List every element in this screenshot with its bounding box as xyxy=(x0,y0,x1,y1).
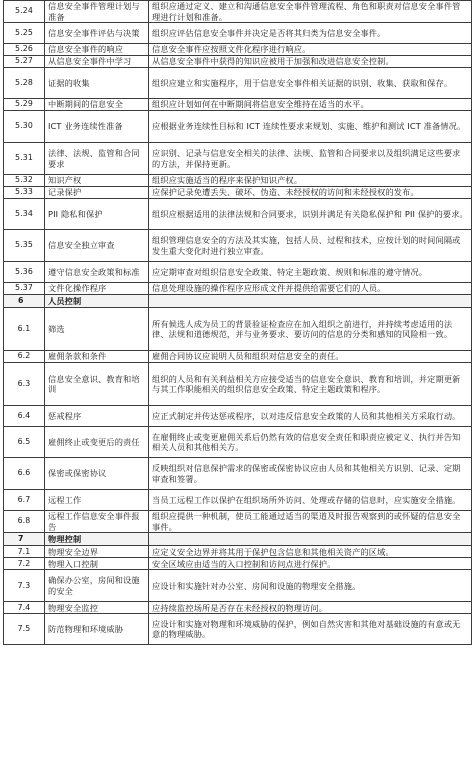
table-row xyxy=(4,23,472,44)
control-number-cell: 6.7 xyxy=(4,490,45,511)
control-title-cell: 物理安全边界 xyxy=(45,546,149,558)
table-row xyxy=(4,1,472,23)
control-description-cell: 应定义安全边界并将其用于保护包含信息和其他相关资产的区域。 xyxy=(149,546,472,558)
section-header-row xyxy=(4,533,472,546)
control-title-cell: 法律、法规、监管和合同要求 xyxy=(45,143,149,175)
control-number-cell: 6.8 xyxy=(4,511,45,533)
control-number-cell: 7.3 xyxy=(4,570,45,602)
section-header-row xyxy=(4,295,472,308)
control-description-cell: 所有候选人成为员工的背景验证检查应在加入组织之前进行，并持续考虑适用的法律、法规和道德规范，并与业务要求、要访问的信息的分类和感知的风险相一致。 xyxy=(149,308,472,351)
control-title-cell: 确保办公室，房间和设施的安全 xyxy=(45,570,149,602)
control-title-cell: 信息安全事件评估与决策 xyxy=(45,23,149,44)
control-number-cell: 6.3 xyxy=(4,363,45,406)
table-row xyxy=(4,199,472,230)
control-description-cell: 应持续监控场所是否存在未经授权的物理访问。 xyxy=(149,602,472,614)
table-row xyxy=(4,363,472,406)
control-title-cell: 筛选 xyxy=(45,308,149,351)
table-row xyxy=(4,490,472,511)
control-title-cell: 远程工作 xyxy=(45,490,149,511)
table-row xyxy=(4,351,472,363)
table-row xyxy=(4,99,472,111)
table-row xyxy=(4,602,472,614)
control-number-cell: 5.33 xyxy=(4,187,45,199)
table-row xyxy=(4,511,472,533)
control-title-cell: 证据的收集 xyxy=(45,68,149,99)
table-row xyxy=(4,175,472,187)
control-number-cell: 6.2 xyxy=(4,351,45,363)
control-title-cell: 中断期间的信息安全 xyxy=(45,99,149,111)
control-number-cell: 5.35 xyxy=(4,230,45,262)
control-description-cell: 在雇佣终止或变更雇佣关系后仍然有效的信息安全责任和职责应被定义、执行并告知相关人员和其他相关方。 xyxy=(149,427,472,458)
control-description-cell xyxy=(149,533,472,546)
control-title-cell: 防范物理和环境威胁 xyxy=(45,614,149,645)
control-description-cell: 组织应计划如何在中断期间将信息安全维持在适当的水平。 xyxy=(149,99,472,111)
control-number-cell: 5.31 xyxy=(4,143,45,175)
table-row xyxy=(4,406,472,427)
control-title-cell: 雇佣条款和条件 xyxy=(45,351,149,363)
control-number-cell: 5.28 xyxy=(4,68,45,99)
table-row xyxy=(4,558,472,570)
control-description-cell: 雇佣合同协议应说明人员和组织对信息安全的责任。 xyxy=(149,351,472,363)
control-number-cell: 6.5 xyxy=(4,427,45,458)
control-title-cell: 信息安全意识、教育和培训 xyxy=(45,363,149,406)
control-description-cell: 应识别、记录与信息安全相关的法律、法规、监管和合同要求以及组织满足这些要求的方法，并保持更新。 xyxy=(149,143,472,175)
table-row xyxy=(4,44,472,56)
control-description-cell: 应设计和实施针对办公室、房间和设施的物理安全措施。 xyxy=(149,570,472,602)
control-number-cell: 7.5 xyxy=(4,614,45,645)
control-description-cell: 信息处理设施的操作程序应形成文件并提供给需要它们的人员。 xyxy=(149,283,472,295)
control-description-cell: 应定期审查对组织信息安全政策、特定主题政策、规则和标准的遵守情况。 xyxy=(149,262,472,283)
control-title-cell: 信息安全事件管理计划与准备 xyxy=(45,1,149,23)
control-number-cell: 5.37 xyxy=(4,283,45,295)
control-title-cell: 信息安全事件的响应 xyxy=(45,44,149,56)
control-number-cell: 7.4 xyxy=(4,602,45,614)
table-row xyxy=(4,262,472,283)
controls-table xyxy=(3,0,472,645)
control-description-cell: 从信息安全事件中获得的知识应被用于加强和改进信息安全控制。 xyxy=(149,56,472,68)
control-title-cell: 物理入口控制 xyxy=(45,558,149,570)
table-row xyxy=(4,111,472,143)
control-number-cell: 5.25 xyxy=(4,23,45,44)
table-row xyxy=(4,68,472,99)
control-number-cell: 6 xyxy=(4,295,45,308)
control-description-cell: 组织的人员和有关利益相关方应接受适当的信息安全意识、教育和培训，并定期更新与其工作职能相关的组织信息安全政策、特定主题政策和程序。 xyxy=(149,363,472,406)
control-title-cell: 惩戒程序 xyxy=(45,406,149,427)
control-title-cell: 人员控制 xyxy=(45,295,149,308)
control-number-cell: 6.4 xyxy=(4,406,45,427)
control-number-cell: 5.27 xyxy=(4,56,45,68)
control-number-cell: 7 xyxy=(4,533,45,546)
control-description-cell: 信息安全事件应按照文件化程序进行响应。 xyxy=(149,44,472,56)
control-description-cell: 组织应提供一种机制，使员工能通过适当的渠道及时报告观察到的或怀疑的信息安全事件。 xyxy=(149,511,472,533)
control-title-cell: 保密或保密协议 xyxy=(45,458,149,490)
control-description-cell: 应保护记录免遭丢失、破坏、伪造、未经授权的访问和未经授权的发布。 xyxy=(149,187,472,199)
control-title-cell: 雇佣终止或变更后的责任 xyxy=(45,427,149,458)
control-number-cell: 5.24 xyxy=(4,1,45,23)
control-number-cell: 5.32 xyxy=(4,175,45,187)
control-title-cell: 知识产权 xyxy=(45,175,149,187)
control-description-cell: 反映组织对信息保护需求的保密或保密协议应由人员和其他相关方识别、记录、定期审查和签署。 xyxy=(149,458,472,490)
table-row xyxy=(4,283,472,295)
control-title-cell: 记录保护 xyxy=(45,187,149,199)
table-row xyxy=(4,546,472,558)
table-row xyxy=(4,143,472,175)
table-row xyxy=(4,614,472,645)
control-title-cell: ICT 业务连续性准备 xyxy=(45,111,149,143)
table-body xyxy=(4,1,472,645)
control-number-cell: 7.2 xyxy=(4,558,45,570)
control-number-cell: 5.26 xyxy=(4,44,45,56)
control-description-cell: 组织应评估信息安全事件并决定是否将其归类为信息安全事件。 xyxy=(149,23,472,44)
control-description-cell: 组织应建立和实施程序，用于信息安全事件相关证据的识别、收集、获取和保存。 xyxy=(149,68,472,99)
control-title-cell: PII 隐私和保护 xyxy=(45,199,149,230)
table-row xyxy=(4,427,472,458)
control-number-cell: 5.34 xyxy=(4,199,45,230)
control-title-cell: 遵守信息安全政策和标准 xyxy=(45,262,149,283)
table-row xyxy=(4,458,472,490)
control-number-cell: 6.1 xyxy=(4,308,45,351)
control-description-cell: 应正式制定并传达惩戒程序，以对违反信息安全政策的人员和其他相关方采取行动。 xyxy=(149,406,472,427)
control-description-cell xyxy=(149,295,472,308)
table-row xyxy=(4,230,472,262)
control-description-cell: 组织应通过定义、建立和沟通信息安全事件管理流程、角色和职责对信息安全事件管理进行计划和准备。 xyxy=(149,1,472,23)
control-number-cell: 6.6 xyxy=(4,458,45,490)
table-row xyxy=(4,187,472,199)
table-row xyxy=(4,570,472,602)
control-title-cell: 物理控制 xyxy=(45,533,149,546)
control-number-cell: 7.1 xyxy=(4,546,45,558)
control-description-cell: 当员工远程工作以保护在组织场所外访问、处理或存储的信息时，应实施安全措施。 xyxy=(149,490,472,511)
control-number-cell: 5.29 xyxy=(4,99,45,111)
table-row xyxy=(4,56,472,68)
control-title-cell: 从信息安全事件中学习 xyxy=(45,56,149,68)
control-title-cell: 远程工作信息安全事件报告 xyxy=(45,511,149,533)
control-title-cell: 信息安全独立审查 xyxy=(45,230,149,262)
control-description-cell: 应设计和实施对物理和环境威胁的保护，例如自然灾害和其他对基础设施的有意或无意的物理威胁。 xyxy=(149,614,472,645)
control-description-cell: 组织应根据适用的法律法规和合同要求，识别并满足有关隐私保护和 PII 保护的要求。 xyxy=(149,199,472,230)
control-description-cell: 应根据业务连续性目标和 ICT 连续性要求来规划、实施、维护和测试 ICT 准备情况。 xyxy=(149,111,472,143)
control-title-cell: 物理安全监控 xyxy=(45,602,149,614)
table-row xyxy=(4,308,472,351)
control-description-cell: 组织应实施适当的程序来保护知识产权。 xyxy=(149,175,472,187)
control-number-cell: 5.36 xyxy=(4,262,45,283)
control-number-cell: 5.30 xyxy=(4,111,45,143)
control-description-cell: 组织管理信息安全的方法及其实施，包括人员、过程和技术，应按计划的时间间隔或发生重大变化时进行独立审查。 xyxy=(149,230,472,262)
control-title-cell: 文件化操作程序 xyxy=(45,283,149,295)
control-description-cell: 安全区域应由适当的入口控制和访问点进行保护。 xyxy=(149,558,472,570)
